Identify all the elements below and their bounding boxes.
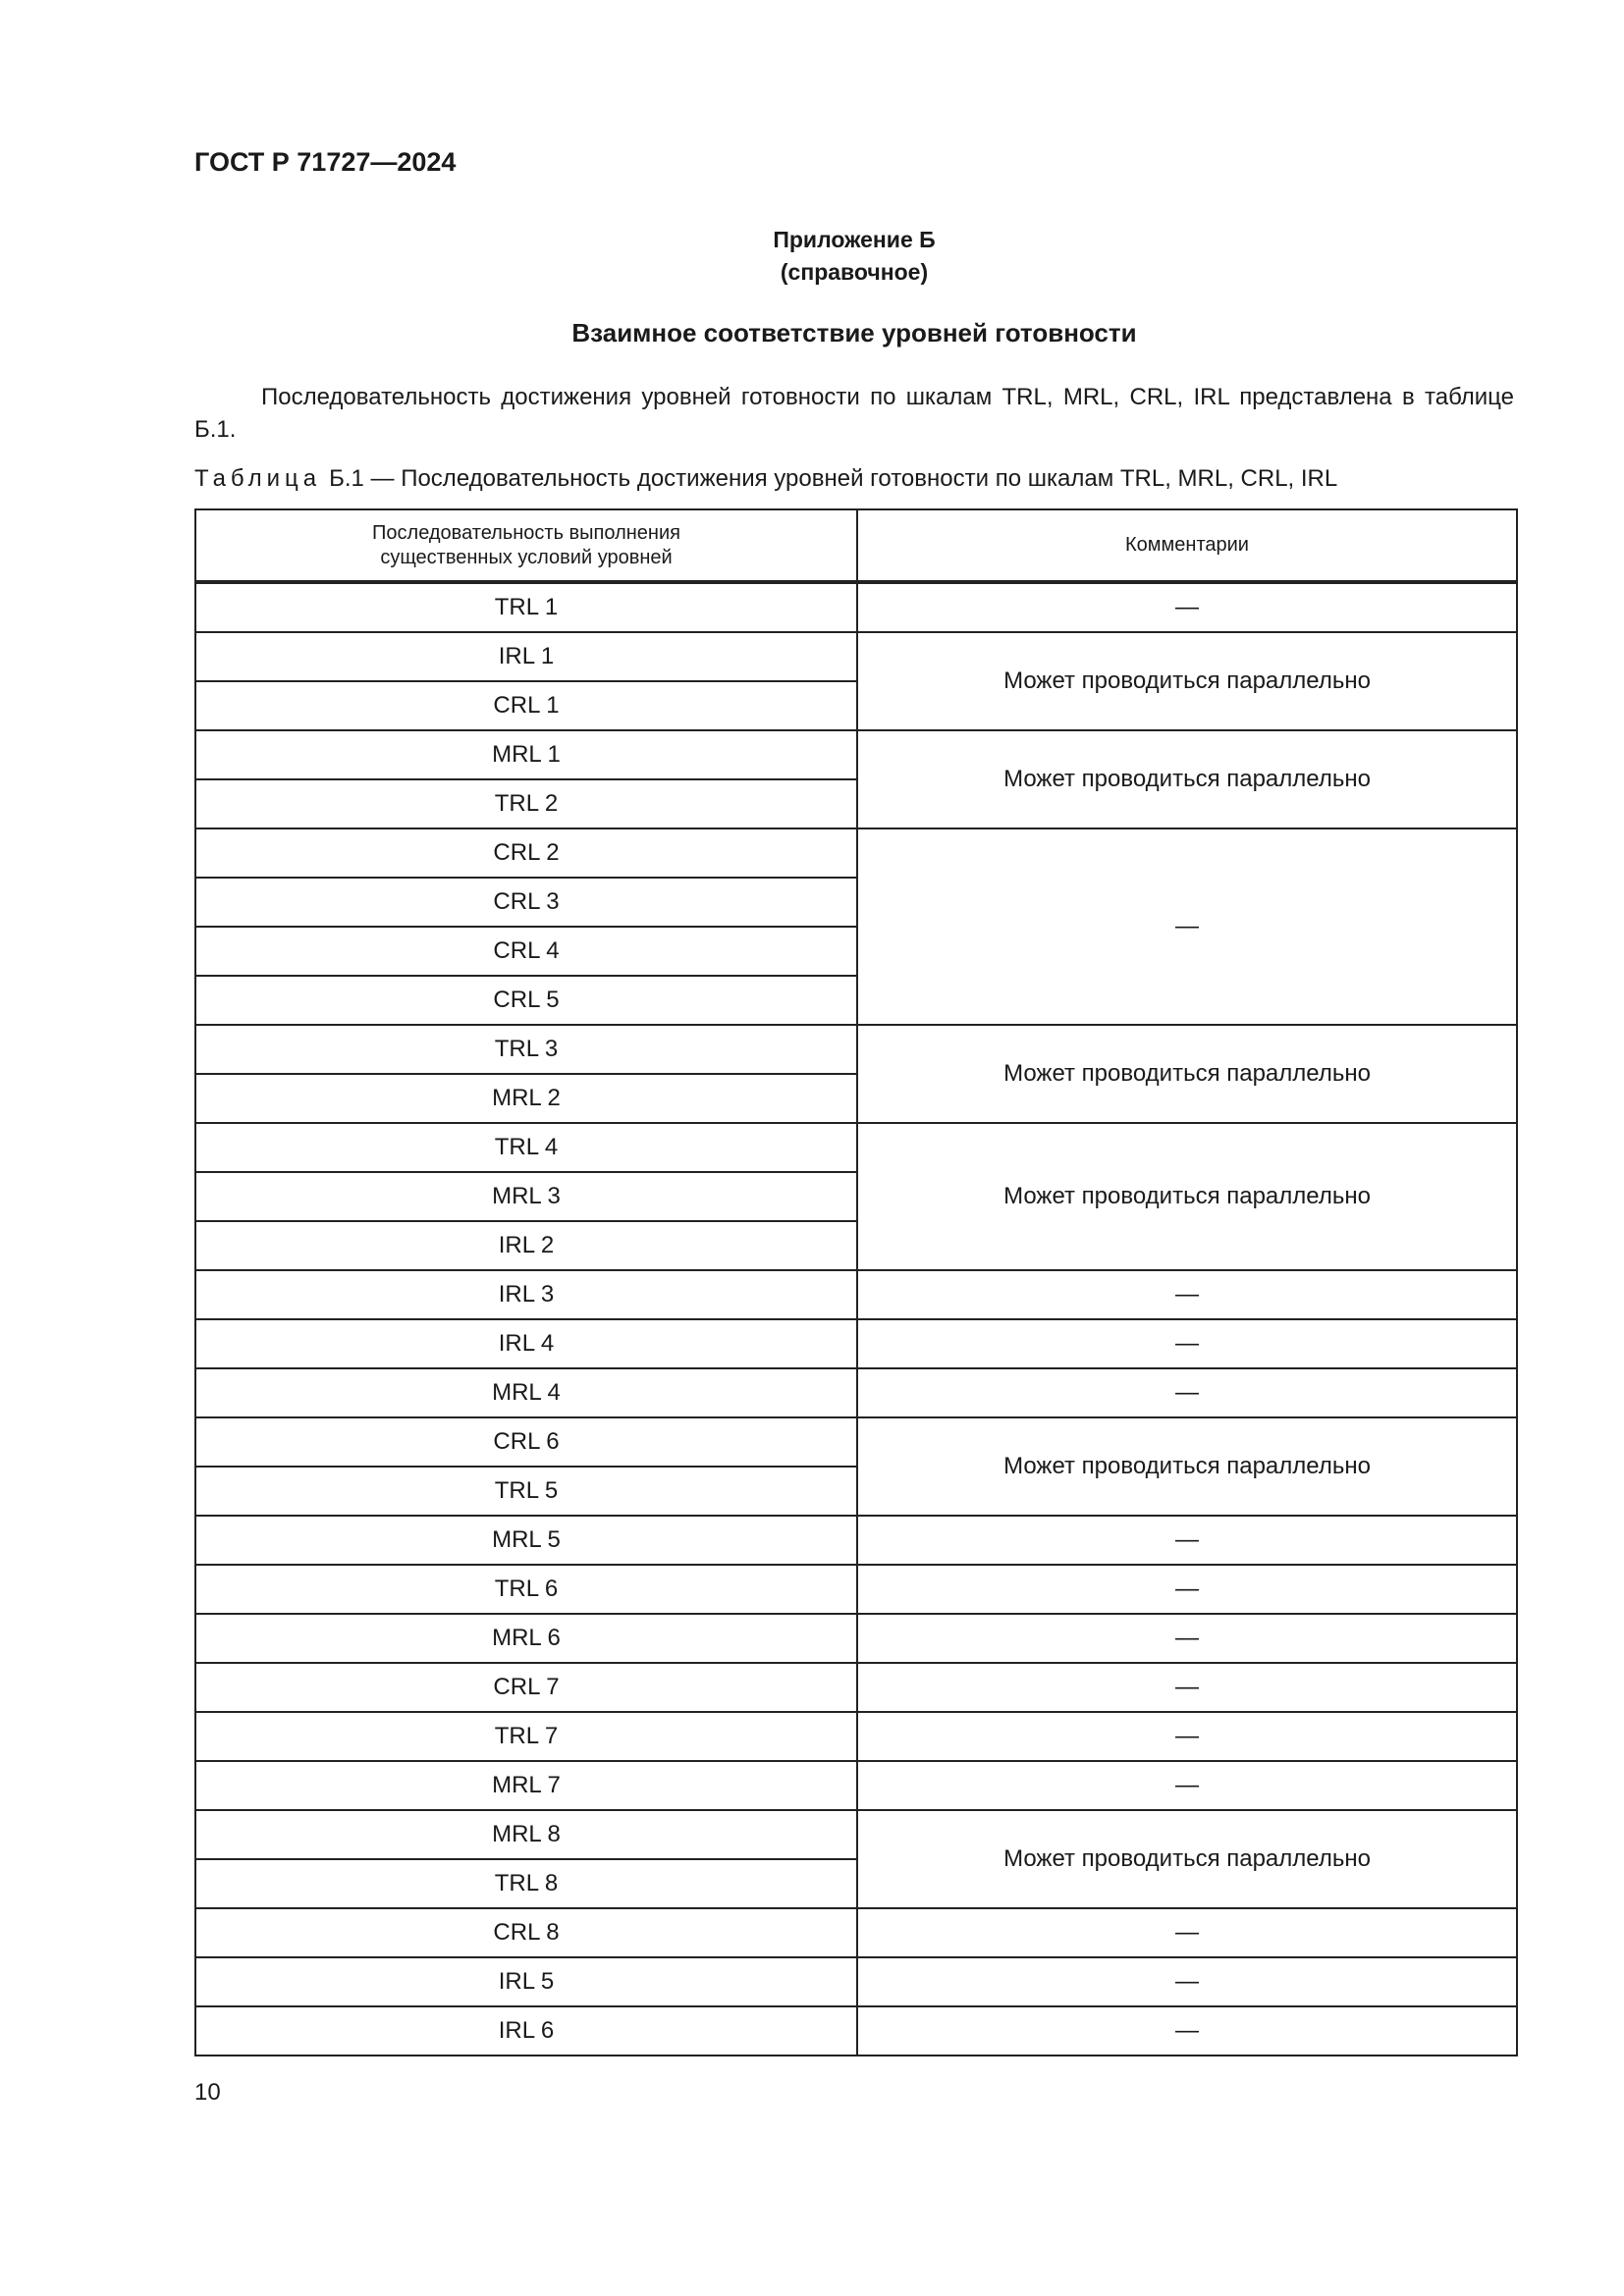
level-cell: IRL 4 [195,1319,857,1368]
level-cell: IRL 2 [195,1221,857,1270]
comment-cell: — [857,1761,1517,1810]
table-caption-text: Б.1 — Последовательность достижения уровней готовности по шкалам TRL, MRL, CRL, IRL [329,465,1338,492]
level-cell: CRL 4 [195,927,857,976]
comment-cell: — [857,1663,1517,1712]
level-cell: TRL 2 [195,779,857,828]
table-caption-prefix: Таблица [194,465,322,492]
level-cell: MRL 6 [195,1614,857,1663]
comment-cell: — [857,1712,1517,1761]
level-cell: CRL 1 [195,681,857,730]
table-caption [194,465,1337,493]
level-cell: TRL 1 [195,582,857,632]
table-row [195,1123,1517,1172]
annex-title: Взаимное соответствие уровней готовности [571,318,1137,347]
comment-cell: — [857,1270,1517,1319]
comment-cell: Может проводиться параллельно [857,1417,1517,1516]
comment-cell: — [857,1368,1517,1417]
level-cell: MRL 4 [195,1368,857,1417]
comment-cell: — [857,1614,1517,1663]
level-cell: MRL 5 [195,1516,857,1565]
table-row [195,1810,1517,1859]
table-row [195,1368,1517,1417]
comment-cell: Может проводиться параллельно [857,730,1517,828]
comment-cell: — [857,1319,1517,1368]
table-row [195,1908,1517,1957]
table-row [195,1565,1517,1614]
comment-cell: — [857,828,1517,1025]
comment-cell: Может проводиться параллельно [857,632,1517,730]
table-row [195,582,1517,632]
level-cell: TRL 7 [195,1712,857,1761]
document-code: ГОСТ Р 71727—2024 [194,147,457,177]
comment-cell: — [857,1957,1517,2006]
table-row [195,1957,1517,2006]
table-row [195,1025,1517,1074]
intro-paragraph: Последовательность достижения уровней готовности по шкалам TRL, MRL, CRL, IRL представлена в таблице Б.1. [194,384,1514,443]
level-cell: CRL 2 [195,828,857,878]
level-cell: IRL 3 [195,1270,857,1319]
table-row [195,2006,1517,2056]
level-cell: MRL 3 [195,1172,857,1221]
level-cell: MRL 7 [195,1761,857,1810]
table-row [195,1319,1517,1368]
table-header-row [195,509,1517,582]
level-cell: CRL 6 [195,1417,857,1467]
level-cell: TRL 6 [195,1565,857,1614]
table-row [195,1516,1517,1565]
level-cell: CRL 7 [195,1663,857,1712]
level-cell: MRL 1 [195,730,857,779]
table-row [195,1712,1517,1761]
level-cell: MRL 2 [195,1074,857,1123]
level-cell: CRL 8 [195,1908,857,1957]
table-row [195,632,1517,681]
table-row [195,1663,1517,1712]
comment-cell: Может проводиться параллельно [857,1810,1517,1908]
level-cell: TRL 3 [195,1025,857,1074]
comment-cell: — [857,1908,1517,1957]
comment-cell: — [857,1516,1517,1565]
table-row [195,1614,1517,1663]
level-cell: IRL 1 [195,632,857,681]
comment-cell: Может проводиться параллельно [857,1123,1517,1270]
readiness-table [194,508,1518,2056]
table-row [195,730,1517,779]
comment-cell: — [857,2006,1517,2056]
table-body [195,582,1517,2056]
level-cell: CRL 3 [195,878,857,927]
comment-cell: — [857,582,1517,632]
comment-cell: — [857,1565,1517,1614]
header-comments: Комментарии [857,509,1517,582]
table-row [195,1417,1517,1467]
table-row [195,828,1517,878]
level-cell: TRL 4 [195,1123,857,1172]
annex-label: Приложение Б [773,227,936,252]
table-row [195,1761,1517,1810]
page-number: 10 [194,2079,221,2106]
header-sequence: Последовательность выполнения существенных условий уровней [195,509,857,582]
level-cell: TRL 5 [195,1467,857,1516]
comment-cell: Может проводиться параллельно [857,1025,1517,1123]
level-cell: IRL 5 [195,1957,857,2006]
level-cell: CRL 5 [195,976,857,1025]
level-cell: IRL 6 [195,2006,857,2056]
annex-heading [0,224,1624,289]
level-cell: MRL 8 [195,1810,857,1859]
annex-type: (справочное) [780,259,929,285]
table-row [195,1270,1517,1319]
level-cell: TRL 8 [195,1859,857,1908]
